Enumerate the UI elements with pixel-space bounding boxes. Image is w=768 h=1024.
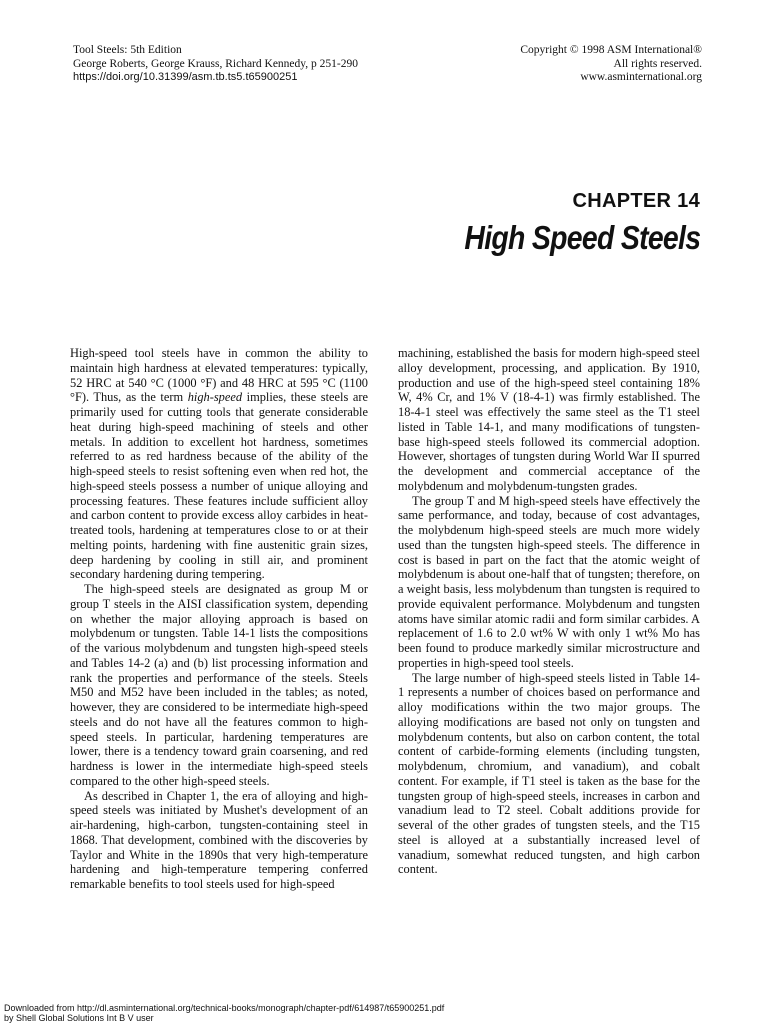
chapter-number: CHAPTER 14 (572, 190, 700, 212)
download-url[interactable]: Downloaded from http://dl.asminternational.org/technical-books/monograph/chapter-pdf/614987/t65900251.pdf (4, 1003, 445, 1013)
paragraph-continuation: machining, established the basis for modern high-speed steel alloy development, processing, and application. By 1910, production and use of the high-speed steel containing 18% W, 4% Cr, and 1% V (18-4-1) was firmly established. The 18-4-1 steel was effectively the same steel as the T1 steel listed in Table 14-1, and many modifications of tungsten-base high-speed steels followed its commercial adoption. However, shortages of tungsten during World War II spurred the development and commercial acceptance of the molybdenum and molybdenum-tungsten grades. (398, 346, 700, 493)
body-column-right (398, 346, 700, 877)
paragraph-intro: High-speed tool steels have in common the ability to maintain high hardness at elevated temperatures: typically, 52 HRC at 540 °C (1000 °F) and 48 HRC at 595 °C (1100 °F). Thus, as the term high-speed implies, these steels are primarily used for cutting tools that generate considerable heat during high-speed machining of steels and other metals. In addition to excellent hot hardness, sometimes referred to as red hardness because of the ability of the high-speed steels to resist softening even when red hot, the high-speed steels possess a number of unique alloying and processing features. These features include sufficient alloy and carbon content to provide excess alloy carbides in heat-treated tools, hardening at temperatures close to or at their melting points, hardening with fine austenitic grain sizes, deep hardening by cooling in still air, and prominent secondary hardening during tempering. (70, 346, 368, 582)
paragraph-designation: The high-speed steels are designated as group M or group T steels in the AISI classification system, depending on whether the major alloying approach is based on molybdenum or tungsten. Table 14-1 lists the compositions of the various molybdenum and tungsten high-speed steels and Tables 14-2 (a) and (b) list processing information and rank the properties and performance of the steels. Steels M50 and M52 have been included in the tables; as noted, however, they are considered to be intermediate high-speed steels and do not have all the features common to high-speed steels. In particular, hardening temperatures are lower, there is a tendency toward grain coarsening, and red hardness is lower in the intermediate high-speed steels compared to the other high-speed steels. (70, 582, 368, 788)
emphasis-term: high-speed (187, 390, 243, 405)
body-column-left (70, 346, 368, 892)
doi-link[interactable]: https://doi.org/10.31399/asm.tb.ts5.t65900251 (73, 71, 298, 83)
header-right (520, 44, 702, 85)
copyright-notice: Copyright © 1998 ASM International® (520, 44, 702, 56)
authors-pages: George Roberts, George Krauss, Richard Kennedy, p 251-290 (73, 57, 358, 70)
chapter-title: High Speed Steels (464, 219, 700, 256)
paragraph-history: As described in Chapter 1, the era of alloying and high-speed steels was initiated by Mushet's development of an air-hardening, high-carbon, tungsten-containing steel in 1868. That development, combined with the discoveries by Taylor and White in the 1890s that very high-temperature hardening and high-temperature tempering conferred remarkable benefits to tool steels used for high-speed (70, 788, 368, 891)
book-title: Tool Steels: 5th Edition (73, 44, 182, 56)
publisher-website[interactable]: www.asminternational.org (580, 71, 702, 83)
download-user: by Shell Global Solutions Int B V user (4, 1013, 154, 1023)
paragraph-group-comparison: The group T and M high-speed steels have effectively the same performance, and today, because of cost advantages, the molybdenum high-speed steels are much more widely used than the tungsten high-speed steels. The difference in cost is based in part on the fact that the atomic weight of molybdenum is about one-half that of tungsten; therefore, on a weight basis, less molybdenum than tungsten is required to provide equivalent performance. Molybdenum and tungsten atoms have similar atomic radii and form similar carbides. A replacement of 1.6 to 2.0 wt% W with only 1 wt% Mo has been found to produce markedly similar microstructure and properties in high-speed tool steels. (398, 493, 700, 670)
paragraph-alloy-modifications: The large number of high-speed steels listed in Table 14-1 represents a number of choices based on performance and alloy modifications within the two major groups. The alloying modifications are based not only on tungsten and molybdenum contents, but also on carbon content, the total content of carbide-forming elements (including tungsten, molybdenum, chromium, and vanadium), and cobalt content. For example, if T1 steel is taken as the base for the tungsten group of high-speed steels, increases in carbon and vanadium lead to T2 steel. Cobalt additions provide for several of the other grades of tungsten steels, and the T15 steel is alloyed at a substantially increased level of vanadium, somewhat reduced tungsten, and high carbon content. (398, 670, 700, 877)
download-footer (4, 1003, 444, 1023)
header-left (73, 44, 358, 85)
rights-reserved: All rights reserved. (613, 57, 702, 70)
